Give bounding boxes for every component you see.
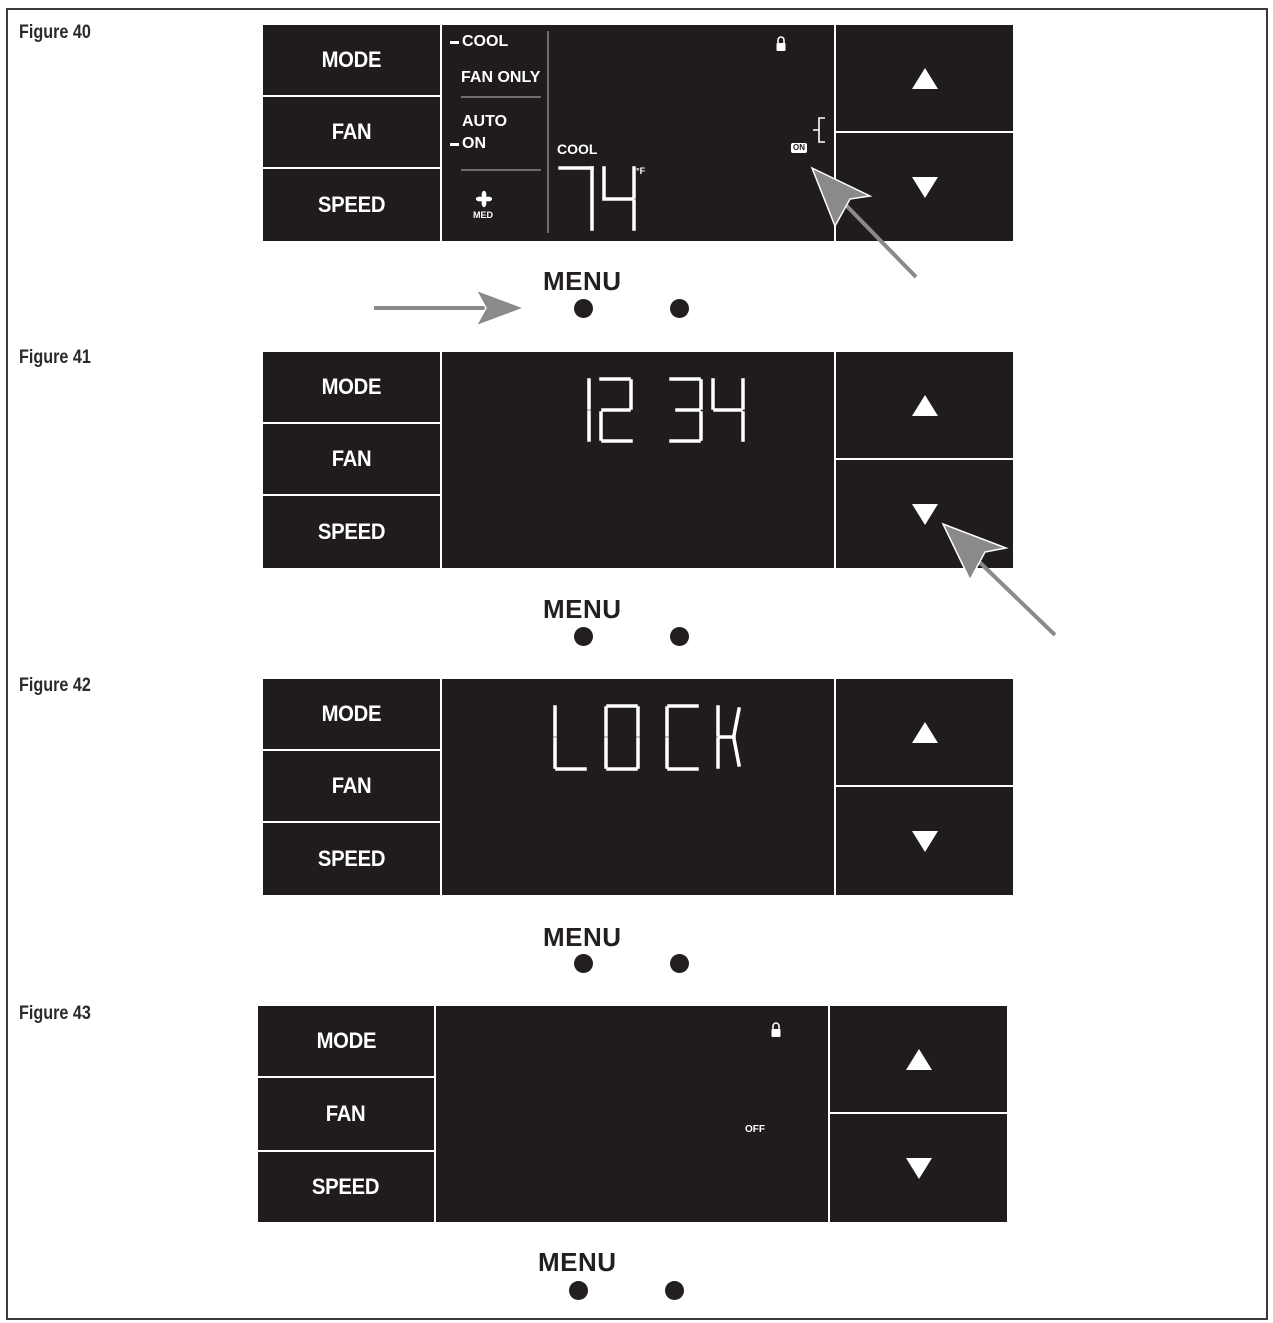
- mode-button[interactable]: MODE: [263, 25, 440, 95]
- fan-speed-label: MED: [473, 210, 493, 220]
- mode-button[interactable]: MODE: [263, 352, 440, 422]
- lock-icon: [442, 25, 834, 241]
- passcode-seven-segment: [442, 352, 834, 568]
- down-button[interactable]: [830, 1114, 1007, 1222]
- figure-42-label: Figure 42: [19, 675, 91, 696]
- lcd-display: [436, 1006, 828, 1222]
- mode-button[interactable]: MODE: [258, 1006, 434, 1076]
- up-arrow-icon: [912, 68, 938, 89]
- down-arrow-icon: [906, 1158, 932, 1179]
- menu-label: MENU: [538, 1247, 617, 1277]
- down-arrow-icon: [912, 177, 938, 198]
- menu-button-right[interactable]: [665, 1281, 684, 1300]
- control-panel-figure-42: [263, 679, 1013, 895]
- menu-label: MENU: [543, 922, 622, 952]
- on-status-badge: ON: [793, 143, 805, 152]
- up-button[interactable]: [836, 352, 1013, 458]
- mode-option-fan-only: FAN ONLY: [461, 69, 541, 86]
- menu-label: MENU: [543, 266, 622, 296]
- menu-button-right[interactable]: [670, 299, 689, 318]
- menu-button-left[interactable]: [574, 299, 593, 318]
- left-button-column: [258, 1006, 435, 1222]
- menu-button-right[interactable]: [670, 627, 689, 646]
- control-panel-figure-40: [263, 25, 1013, 241]
- menu-label: MENU: [543, 594, 622, 624]
- down-arrow-icon: [912, 504, 938, 525]
- down-button[interactable]: [836, 787, 1013, 895]
- menu-button-left[interactable]: [574, 954, 593, 973]
- mode-caption: COOL: [557, 141, 598, 157]
- speed-button[interactable]: SPEED: [263, 169, 440, 241]
- right-button-column: [836, 25, 1013, 241]
- down-button[interactable]: [836, 133, 1013, 241]
- left-button-column: [263, 352, 440, 568]
- lock-message-seven-segment: [442, 679, 834, 895]
- up-button[interactable]: [836, 679, 1013, 785]
- fan-option-auto: AUTO: [462, 113, 508, 130]
- right-button-column: [836, 679, 1013, 895]
- up-arrow-icon: [906, 1049, 932, 1070]
- lock-icon: [436, 1006, 828, 1222]
- speed-button[interactable]: SPEED: [263, 823, 440, 895]
- fan-option-on: ON: [462, 135, 486, 152]
- fan-button[interactable]: FAN: [263, 97, 440, 167]
- control-panel-figure-43: [258, 1006, 1008, 1222]
- fan-button[interactable]: FAN: [258, 1078, 434, 1150]
- menu-button-right[interactable]: [670, 954, 689, 973]
- down-arrow-icon: [912, 831, 938, 852]
- up-arrow-icon: [912, 722, 938, 743]
- lcd-display: [442, 679, 834, 895]
- right-button-column: [830, 1006, 1007, 1222]
- menu-button-left[interactable]: [574, 627, 593, 646]
- fan-button[interactable]: FAN: [263, 424, 440, 494]
- off-status-label: OFF: [745, 1124, 765, 1135]
- mode-option-cool: COOL: [462, 33, 509, 50]
- menu-button-left[interactable]: [569, 1281, 588, 1300]
- figure-40-label: Figure 40: [19, 22, 91, 43]
- control-panel-figure-41: [263, 352, 1013, 568]
- figure-41-label: Figure 41: [19, 347, 91, 368]
- lcd-display: [442, 352, 834, 568]
- figure-43-label: Figure 43: [19, 1003, 91, 1024]
- left-button-column: [263, 679, 440, 895]
- up-button[interactable]: [830, 1006, 1007, 1112]
- speed-button[interactable]: SPEED: [258, 1152, 434, 1222]
- left-button-column: [263, 25, 440, 241]
- right-button-column: [836, 352, 1013, 568]
- up-button[interactable]: [836, 25, 1013, 131]
- lcd-display: [442, 25, 834, 241]
- fan-button[interactable]: FAN: [263, 751, 440, 821]
- down-button[interactable]: [836, 460, 1013, 568]
- speed-button[interactable]: SPEED: [263, 496, 440, 568]
- up-arrow-icon: [912, 395, 938, 416]
- mode-button[interactable]: MODE: [263, 679, 440, 749]
- temperature-unit: °F: [636, 166, 646, 176]
